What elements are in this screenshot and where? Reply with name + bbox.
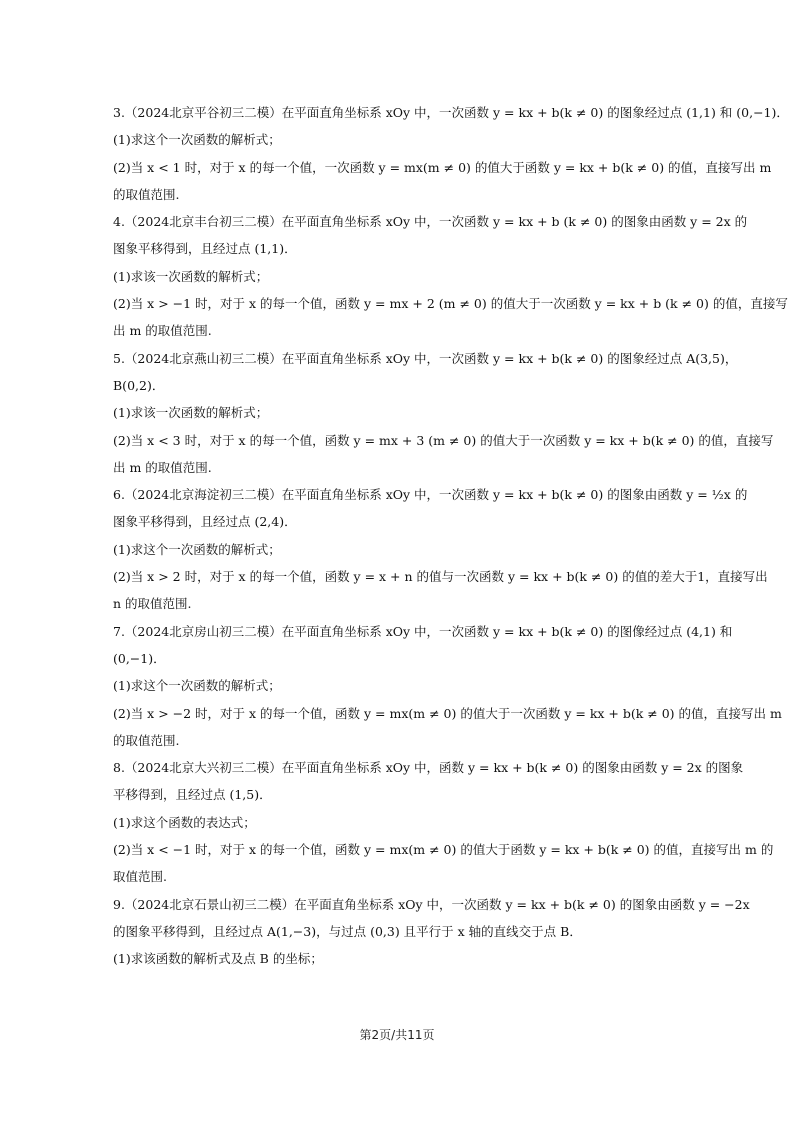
text-line: (1)求这个一次函数的解析式； [113, 541, 281, 557]
text-line: (0,−1)． [113, 650, 166, 666]
page-number: 第2页/共11页 [359, 1028, 435, 1042]
text-line: 7.（2024北京房山初三二模）在平面直角坐标系 xOy 中，一次函数 y = kx + b(k ≠ 0) 的图像经过点 (4,1) 和 [113, 623, 733, 639]
text-line: 图象平移得到，且经过点 (2,4)． [113, 514, 297, 530]
text-line: (2)当 x > −1 时，对于 x 的每一个值，函数 y = mx + 2 (m ≠ 0) 的值大于一次函数 y = kx + b (k ≠ 0) 的值，直接写 [113, 296, 788, 312]
text-line: n 的取值范围. [113, 596, 192, 612]
text-line: 出 m 的取值范围. [113, 323, 212, 339]
text-line: 3.（2024北京平谷初三二模）在平面直角坐标系 xOy 中，一次函数 y = kx + b(k ≠ 0) 的图象经过点 (1,1) 和 (0,−1)． [113, 105, 789, 120]
text-line: 取值范围. [113, 869, 167, 885]
text-line: 9.（2024北京石景山初三二模）在平面直角坐标系 xOy 中，一次函数 y = kx + b(k ≠ 0) 的图象由函数 y = −2x [113, 896, 750, 912]
text-line: (1)求这个一次函数的解析式； [113, 132, 281, 148]
text-line: 平移得到，且经过点 (1,5)． [113, 787, 272, 803]
text-line: (2)当 x < 3 时，对于 x 的每一个值，函数 y = mx + 3 (m ≠ 0) 的值大于一次函数 y = kx + b(k ≠ 0) 的值，直接写 [113, 432, 774, 448]
text-line: (1)求该函数的解析式及点 B 的坐标； [113, 951, 323, 967]
text-line: 图象平移得到，且经过点 (1,1)． [113, 241, 297, 257]
text-line: (2)当 x > 2 时，对于 x 的每一个值，函数 y = x + n 的值与一次函数 y = kx + b(k ≠ 0) 的值的差大于1，直接写出 [113, 569, 768, 585]
text-line: (2)当 x > −2 时，对于 x 的每一个值，函数 y = mx(m ≠ 0) 的值大于一次函数 y = kx + b(k ≠ 0) 的值，直接写出 m [113, 705, 782, 721]
text-line: 8.（2024北京大兴初三二模）在平面直角坐标系 xOy 中，函数 y = kx + b(k ≠ 0) 的图象由函数 y = 2x 的图象 [113, 760, 744, 776]
question-list [113, 104, 789, 978]
text-line: (2)当 x < −1 时，对于 x 的每一个值，函数 y = mx(m ≠ 0) 的值大于函数 y = kx + b(k ≠ 0) 的值，直接写出 m 的 [113, 842, 774, 858]
text-line: 5.（2024北京燕山初三二模）在平面直角坐标系 xOy 中，一次函数 y = kx + b(k ≠ 0) 的图象经过点 A(3,5)， [113, 350, 738, 366]
text-line: (1)求该一次函数的解析式； [113, 268, 269, 284]
text-line: (1)求这个一次函数的解析式； [113, 678, 281, 694]
text-line: 出 m 的取值范围. [113, 459, 212, 475]
text-line: (1)求这个函数的表达式； [113, 814, 256, 830]
text-line: 4.（2024北京丰台初三二模）在平面直角坐标系 xOy 中，一次函数 y = kx + b (k ≠ 0) 的图象由函数 y = 2x 的 [113, 214, 748, 230]
text-line: 的图象平移得到，且经过点 A(1,−3)，与过点 (0,3) 且平行于 x 轴的直线交于点 B． [113, 923, 582, 939]
text-line: 的取值范围. [113, 186, 180, 202]
text-line: B(0,2)． [113, 377, 165, 393]
text-line: 6.（2024北京海淀初三二模）在平面直角坐标系 xOy 中，一次函数 y = kx + b(k ≠ 0) 的图象由函数 y = ½x 的 [113, 487, 748, 503]
text-line: 的取值范围. [113, 732, 180, 748]
text-line: (2)当 x < 1 时，对于 x 的每一个值，一次函数 y = mx(m ≠ 0) 的值大于函数 y = kx + b(k ≠ 0) 的值，直接写出 m [113, 159, 772, 175]
text-line: (1)求该一次函数的解析式； [113, 405, 269, 421]
